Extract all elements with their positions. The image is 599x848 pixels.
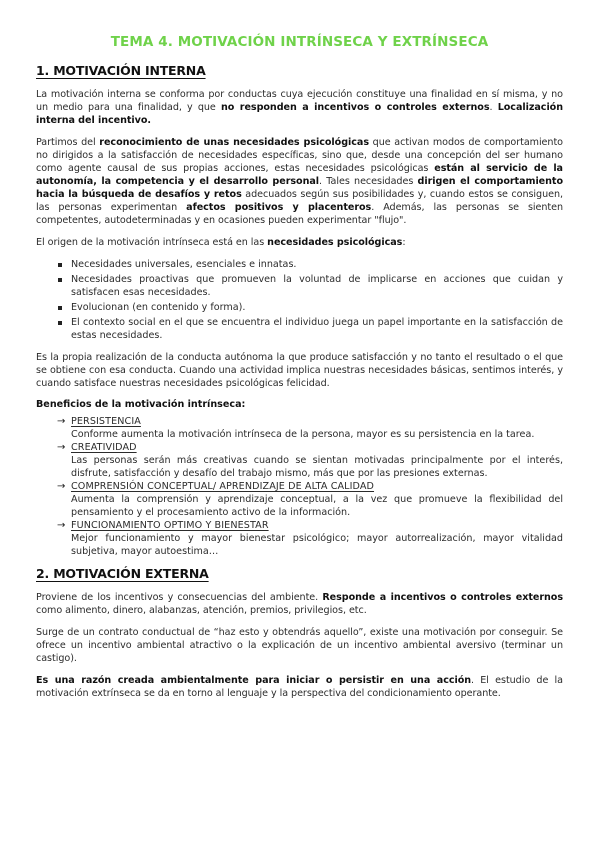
benefits-list <box>36 415 563 558</box>
list-item: El contexto social en el que se encuentra el individuo juega un papel importante en la satisfacción de estas necesidades. <box>58 316 563 342</box>
benefit-item <box>36 480 563 519</box>
paragraph-behavioral-contract: Surge de un contrato conductual de “haz esto y obtendrás aquello”, existe una motivación por conseguir. Se ofrece un incentivo ambiental atractivo o la explicación de un incentivo ambiental aversivo (terminar un castigo). <box>36 627 563 664</box>
section-heading-external: 2. MOTIVACIÓN EXTERNA <box>36 566 209 581</box>
benefit-item <box>36 441 563 480</box>
arrow-right-icon: → <box>57 442 66 453</box>
benefit-item <box>36 519 563 558</box>
paragraph-origin: El origen de la motivación intrínseca está en las necesidades psicológicas: <box>36 237 406 248</box>
paragraph-environmental-reason: Es una razón creada ambientalmente para iniciar o persistir en una acción. El estudio de la motivación extrínseca se da en torno al lenguaje y la perspectiva del condicionamiento operante. <box>36 675 563 699</box>
square-bullet-icon <box>58 263 62 267</box>
benefit-title: COMPRENSIÓN CONCEPTUAL/ APRENDIZAJE DE ALTA CALIDAD <box>71 481 375 492</box>
paragraph-internal-definition: La motivación interna se conforma por conductas cuya ejecución constituye una finalidad en sí misma, y no un medio para una finalidad, y que no responden a incentivos o controles externos. Localización interna del incentivo. <box>36 89 563 126</box>
list-item: Necesidades universales, esenciales e innatas. <box>58 258 563 271</box>
paragraph-autonomous-conduct: Es la propia realización de la conducta autónoma la que produce satisfacción y no tanto el resultado o el que se obtiene con esa conducta. Cuando una actividad implica nuestras necesidades básicas, sentimos interés, y cuando satisface nuestras necesidades psicológicas felicidad. <box>36 352 563 389</box>
arrow-right-icon: → <box>57 520 66 531</box>
benefit-description: Mejor funcionamiento y mayor bienestar psicológico; mayor autorrealización, mayor vitalidad subjetiva, mayor autoestima… <box>71 533 563 557</box>
paragraph-external-definition: Proviene de los incentivos y consecuencias del ambiente. Responde a incentivos o controles externos como alimento, dinero, alabanzas, atención, premios, privilegios, etc. <box>36 592 563 616</box>
section-heading-internal: 1. MOTIVACIÓN INTERNA <box>36 63 206 78</box>
needs-bullet-list <box>36 258 563 342</box>
list-item: Evolucionan (en contenido y forma). <box>58 301 563 314</box>
benefits-heading: Beneficios de la motivación intrínseca: <box>36 399 246 410</box>
benefit-title: FUNCIONAMIENTO OPTIMO Y BIENESTAR <box>71 520 269 531</box>
arrow-right-icon: → <box>57 416 66 427</box>
square-bullet-icon <box>58 278 62 282</box>
benefit-description: Conforme aumenta la motivación intrínseca de la persona, mayor es su persistencia en la tarea. <box>71 429 535 440</box>
benefit-title: PERSISTENCIA <box>71 416 141 427</box>
paragraph-psychological-needs: Partimos del reconocimiento de unas necesidades psicológicas que activan modos de comportamiento no dirigidos a la satisfacción de necesidades específicas, sino que, desde una concepción del ser humano como agente causal de sus propias acciones, estas necesidades psicológicas están al servicio de la autonomía, la competencia y el desarrollo personal. Tales necesidades dirigen el comportamiento hacia la búsqueda de desafíos y retos adecuados según sus posibilidades y, cuando estos se consiguen, las personas experimentan afectos positivos y placenteros. Además, las personas se sienten competentes, autodeterminadas y en ocasiones pueden experimentar "flujo". <box>36 137 564 226</box>
list-item: Necesidades proactivas que promueven la voluntad de implicarse en acciones que cuidan y satisfacen esas necesidades. <box>58 273 563 299</box>
square-bullet-icon <box>58 321 62 325</box>
document-title: TEMA 4. MOTIVACIÓN INTRÍNSECA Y EXTRÍNSECA <box>110 34 489 50</box>
benefit-description: Las personas serán más creativas cuando se sientan motivadas principalmente por el interés, disfrute, satisfacción y desafío del trabajo mismo, más que por las presiones externas. <box>71 455 563 479</box>
benefit-title: CREATIVIDAD <box>71 442 137 453</box>
benefit-description: Aumenta la comprensión y aprendizaje conceptual, a la vez que promueve la flexibilidad del pensamiento y el procesamiento activo de la información. <box>71 494 563 518</box>
square-bullet-icon <box>58 306 62 310</box>
arrow-right-icon: → <box>57 481 66 492</box>
benefit-item <box>36 415 563 441</box>
